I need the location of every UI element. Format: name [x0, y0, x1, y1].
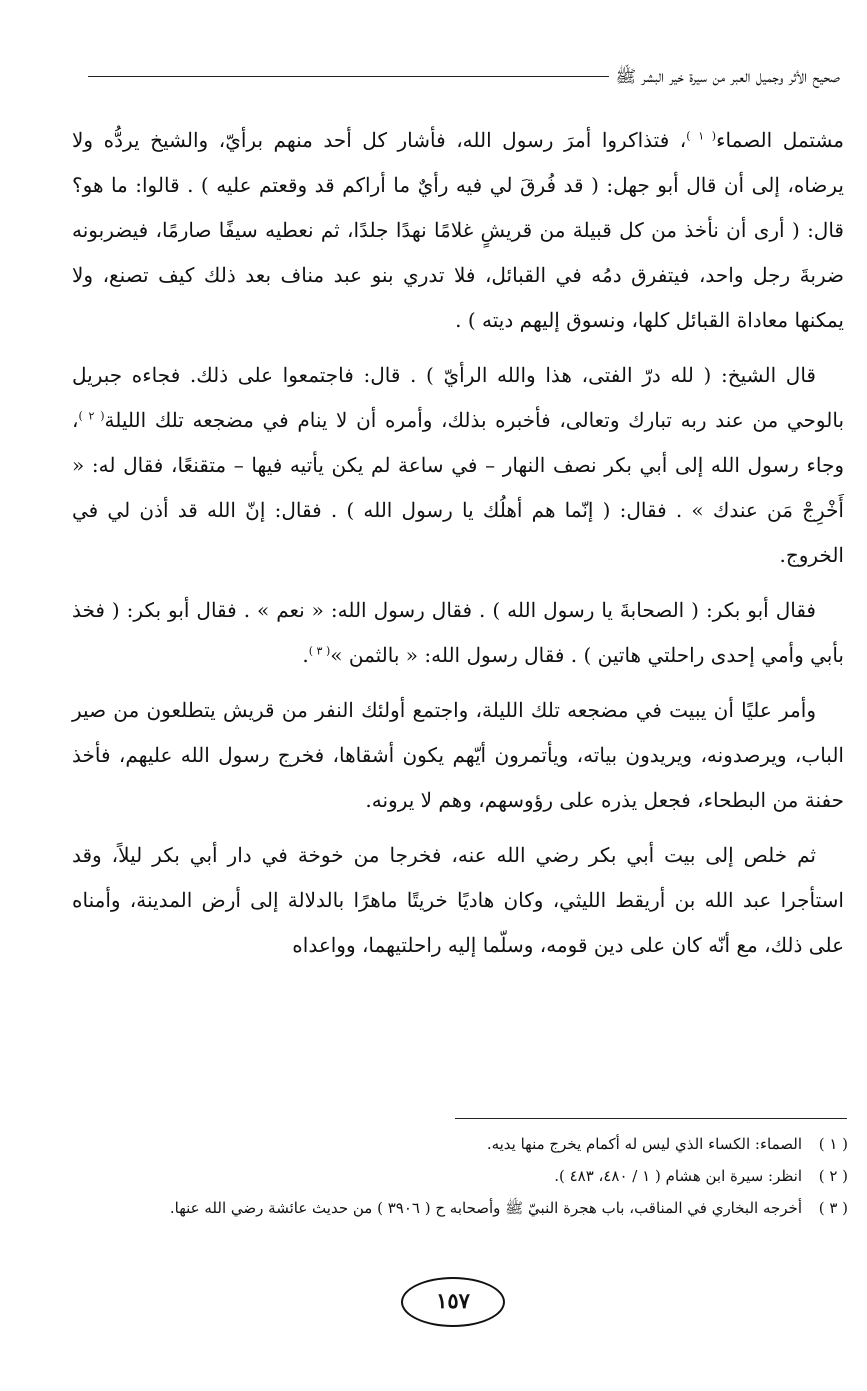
- footnote-text: الصماء: الكساء الذي ليس له أكمام يخرج منها يديه.: [486, 1135, 802, 1153]
- footnote-2: [60, 1160, 848, 1192]
- paragraph-text-continued: .: [302, 643, 309, 667]
- footnote-1: [60, 1128, 848, 1160]
- footnote-text: أخرجه البخاري في المناقب، باب هجرة النبيّ ﷺ وأصحابه ح ( ٣٩٠٦ ) من حديث عائشة رضي الله عنها.: [169, 1199, 802, 1217]
- page-number: ١٥٧: [401, 1277, 505, 1327]
- main-text: [72, 118, 844, 978]
- footnote-ref-1: ( ١ ): [686, 129, 717, 143]
- paragraph-3: [72, 588, 844, 678]
- footnote-text: انظر: سيرة ابن هشام ( ١ / ٤٨٠، ٤٨٣ ).: [554, 1167, 802, 1185]
- footnote-number: ( ٣ ): [818, 1199, 848, 1217]
- paragraph-4: [72, 688, 844, 823]
- header-title: صحيح الأثر وجميل العبر من سيرة خير البشر ﷺ: [609, 66, 840, 88]
- paragraph-text: فقال أبو بكر: ( الصحابةَ يا رسول الله ) . فقال رسول الله: « نعم » . فقال أبو بكر: ( فخذ بأبي وأمي إحدى راحلتي هاتين ) . فقال رسول الله: « بالثمن »: [72, 598, 844, 667]
- paragraph-text: مشتمل الصماء: [716, 128, 844, 152]
- footnote-ref-2: ( ٢ ): [78, 409, 105, 423]
- paragraph-text-continued: ، وجاء رسول الله إلى أبي بكر نصف النهار – في ساعة لم يكن يأتيه فيها – متقنعًا، فقال له: « أَخْرِجْ مَن عندك » . فقال: ( إنّما هم أهلُك يا رسول الله ) . فقال: إنّ الله قد أذن لي في الخروج.: [72, 408, 844, 567]
- paragraph-text: قال الشيخ: ( لله درّ الفتى، هذا والله الرأيّ ) . قال: فاجتمعوا على ذلك. فجاءه جبريل بالوحي من عند ربه تبارك وتعالى، فأخبره بذلك، وأمره أن لا ينام في مضجعه تلك الليلة: [72, 363, 845, 432]
- paragraph-5: [72, 833, 844, 968]
- running-header: [88, 66, 840, 96]
- footnote-separator: [455, 1118, 847, 1119]
- footnote-number: ( ٢ ): [818, 1167, 848, 1185]
- footnotes: [60, 1128, 848, 1224]
- paragraph-2: [72, 353, 844, 578]
- paragraph-text: ثم خلص إلى بيت أبي بكر رضي الله عنه، فخرجا من خوخة في دار أبي بكر ليلاً، وقد استأجرا عبد الله بن أريقط الليثي، وكان هاديًا خريتًا ماهرًا بالدلالة إلى أرض المدينة، وأمناه على ذلك، مع أنّه كان على دين قومه، وسلّما إليه راحلتيهما، وواعداه: [72, 843, 844, 957]
- paragraph-1: [72, 118, 844, 343]
- paragraph-text-continued: ، فتذاكروا أمرَ رسول الله، فأشار كل أحد منهم برأيّ، والشيخ يردُّه ولا يرضاه، إلى أن قال أبو جهل: ( قد فُرقَ لي فيه رأيٌ ما أراكم قد وقعتم عليه ) . قالوا: ما هو؟ قال: ( أرى أن نأخذ من كل قبيلة من قريشٍ غلامًا نهدًا جلدًا، ثم نعطيه سيفًا صارمًا، فيضربونه ضربةَ رجل واحد، فيتفرق دمُه في القبائل، فلا تدري بنو عبد مناف بعد ذلك كيف تصنع، ولا يمكنها معاداة القبائل كلها، ونسوق إليهم ديته ) .: [72, 128, 844, 332]
- footnote-3: [60, 1192, 848, 1224]
- footnote-ref-3: ( ٣ ): [308, 644, 331, 658]
- footnote-number: ( ١ ): [818, 1135, 848, 1153]
- paragraph-text: وأمر عليًا أن يبيت في مضجعه تلك الليلة، واجتمع أولئك النفر من قريش يتطلعون من صير الباب، ويرصدونه، ويريدون بياته، ويأتمرون أيّهم يكون أشقاها، فخرج رسول الله عليهم، فأخذ حفنة من البطحاء، فجعل يذره على رؤوسهم، وهم لا يرونه.: [72, 698, 844, 812]
